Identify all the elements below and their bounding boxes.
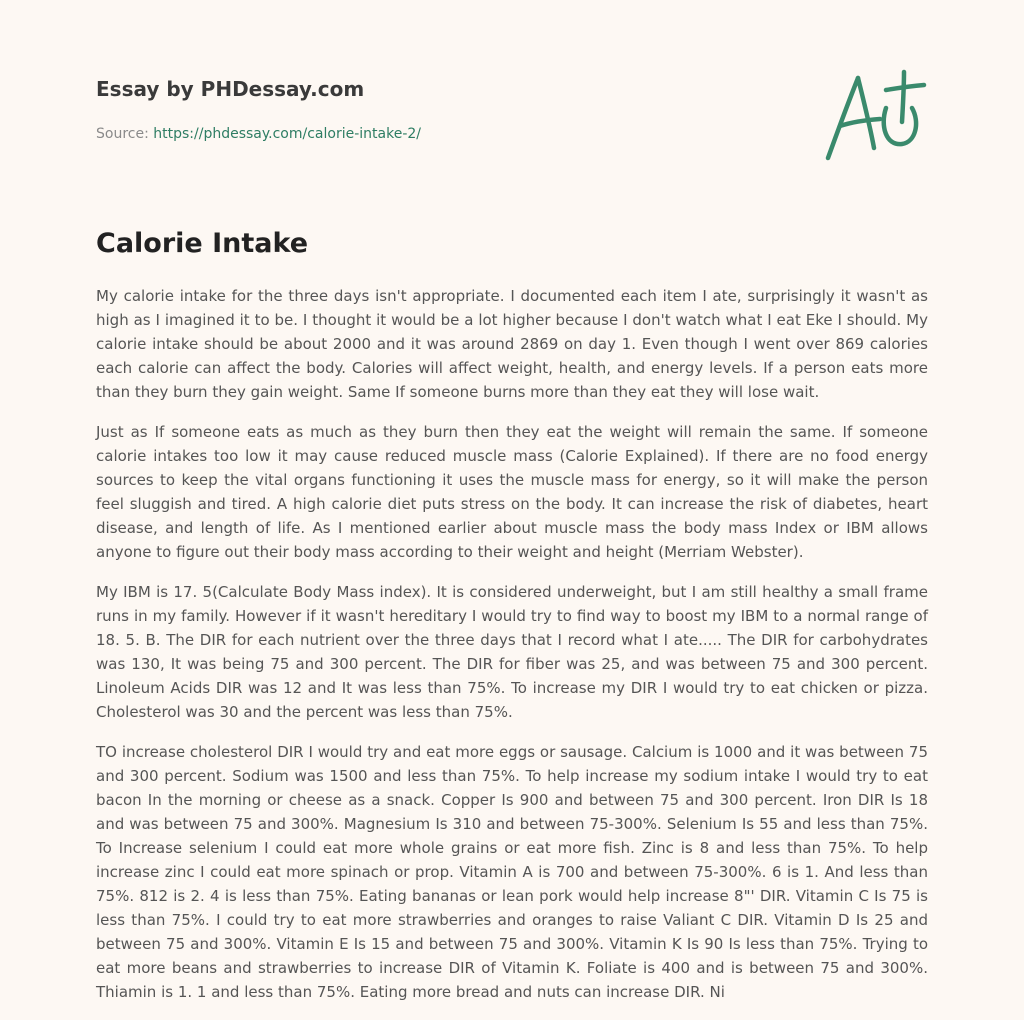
a-plus-grade-icon bbox=[820, 64, 930, 168]
essay-paragraph: Just as If someone eats as much as they burn then they eat the weight will remain the same. If someone calorie intakes too low it may cause reduced muscle mass (Calorie Explained). If there are no food energy sources to keep the vital organs functioning it uses the muscle mass for energy, so it will make the person feel sluggish and tired. A high calorie diet puts stress on the body. It can increase the risk of diabetes, heart disease, and length of life. As I mentioned earlier about muscle mass the body mass Index or IBM allows anyone to figure out their body mass according to their weight and height (Merriam Webster). bbox=[96, 423, 928, 561]
plus-horizontal bbox=[886, 85, 924, 90]
essay-body bbox=[96, 284, 928, 1020]
a-plus-logo-svg bbox=[820, 64, 930, 168]
source-label: Source: bbox=[96, 126, 154, 142]
essay-title: Calorie Intake bbox=[96, 228, 309, 259]
essay-paragraph: My IBM is 17. 5(Calculate Body Mass index). It is considered underweight, but I am still healthy a small frame runs in my family. However if it wasn't hereditary I would try to find way to boost my IBM to a normal range of 18. 5. B. The DIR for each nutrient over the three days that I record what I ate..... The DIR for carbohydrates was 130, It was being 75 and 300 percent. The DIR for fiber was 25, and was between 75 and 300 percent. Linoleum Acids DIR was 12 and It was less than 75%. To increase my DIR I would try to eat chicken or pizza. Cholesterol was 30 and the percent was less than 75%. bbox=[96, 583, 928, 721]
plus-swirl bbox=[884, 108, 916, 144]
source-line bbox=[96, 124, 696, 144]
plus-vertical bbox=[902, 72, 904, 122]
a-left-stroke bbox=[828, 78, 858, 158]
brand-title: Essay by PHDessay.com bbox=[96, 77, 365, 101]
page-header bbox=[96, 74, 696, 144]
a-right-stroke bbox=[858, 78, 874, 148]
a-crossbar bbox=[840, 119, 880, 126]
essay-paragraph: TO increase cholesterol DIR I would try and eat more eggs or sausage. Calcium is 1000 and it was between 75 and 300 percent. Sodium was 1500 and less than 75%. To help increase my sodium intake I would try to eat bacon In the morning or cheese as a snack. Copper Is 900 and between 75 and 300 percent. Iron DIR Is 18 and was between 75 and 300%. Magnesium Is 310 and between 75-300%. Selenium Is 55 and less than 75%. To Increase selenium I could eat more whole grains or eat more fish. Zinc is 8 and less than 75%. To help increase zinc I could eat more spinach or prop. Vitamin A is 700 and between 75-300%. 6 is 1. And less than 75%. 812 is 2. 4 is less than 75%. Eating bananas or lean pork would help increase 8"' DIR. Vitamin C Is 75 is less than 75%. I could try to eat more strawberries and oranges to raise Valiant C DIR. Vitamin D Is 25 and between 75 and 300%. Vitamin E Is 15 and between 75 and 300%. Vitamin K Is 90 Is less than 75%. Trying to eat more beans and strawberries to increase DIR of Vitamin K. Foliate is 400 and is between 75 and 300%. Thiamin is 1. 1 and less than 75%. Eating more bread and nuts can increase DIR. Ni bbox=[96, 743, 928, 1001]
source-link[interactable]: https://phdessay.com/calorie-intake-2/ bbox=[153, 126, 422, 142]
essay-paragraph: My calorie intake for the three days isn't appropriate. I documented each item I ate, surprisingly it wasn't as high as I imagined it to be. I thought it would be a lot higher because I don't watch what I eat Eke I should. My calorie intake should be about 2000 and it was around 2869 on day 1. Even though I went over 869 calories each calorie can affect the body. Calories will affect weight, health, and energy levels. If a person eats more than they burn they gain weight. Same If someone burns more than they eat they will lose wait. bbox=[96, 287, 928, 401]
